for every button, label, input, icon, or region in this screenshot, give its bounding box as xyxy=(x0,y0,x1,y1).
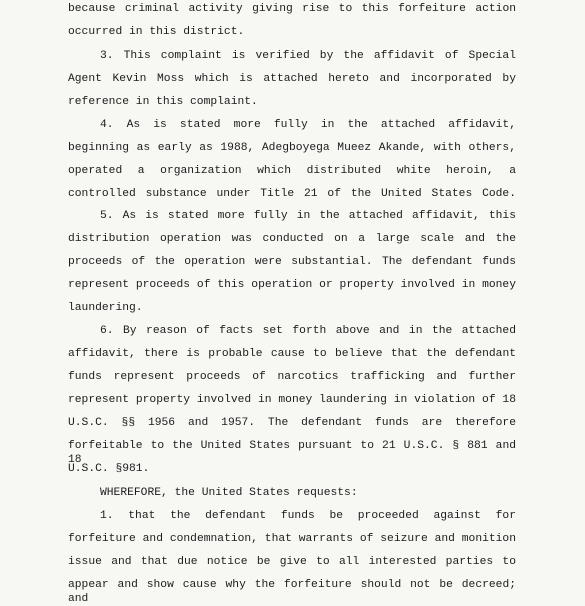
text-line: forfeiture and condemnation, that warrants of seizure and monition xyxy=(68,533,516,545)
text-line: beginning as early as 1988, Adegboyega Mueez Akande, with others, xyxy=(68,142,516,154)
text-line: Agent Kevin Moss which is attached hereto and incorporated by xyxy=(68,73,516,85)
text-line: 3. This complaint is verified by the affidavit of Special xyxy=(100,50,516,62)
text-line: reference in this complaint. xyxy=(68,96,258,108)
text-line: U.S.C. §981. xyxy=(68,463,150,475)
text-line: forfeitable to the United States pursuant to 21 U.S.C. § 881 and 18 xyxy=(68,440,516,466)
text-line: controlled substance under Title 21 of the United States Code. xyxy=(68,188,516,200)
text-line: 1. that the defendant funds be proceeded against for xyxy=(100,510,516,522)
text-line: WHEREFORE, the United States requests: xyxy=(100,487,358,499)
text-line: funds represent proceeds of narcotics trafficking and further xyxy=(68,371,516,383)
text-line: represent property involved in money laundering in violation of 18 xyxy=(68,394,516,406)
text-line: affidavit, there is probable cause to believe that the defendant xyxy=(68,348,516,360)
text-line: because criminal activity giving rise to this forfeiture action xyxy=(68,3,516,15)
text-line: represent proceeds of this operation or property involved in money xyxy=(68,279,516,291)
text-line: issue and that due notice be give to all interested parties to xyxy=(68,556,516,568)
text-line: appear and show cause why the forfeiture should not be decreed; and xyxy=(68,579,516,605)
text-line: operated a organization which distributed white heroin, a xyxy=(68,165,516,177)
text-line: U.S.C. §§ 1956 and 1957. The defendant funds are therefore xyxy=(68,417,516,429)
text-line: distribution operation was conducted on a large scale and the xyxy=(68,233,516,245)
text-line: occurred in this district. xyxy=(68,26,245,38)
text-line: 6. By reason of facts set forth above and in the attached xyxy=(100,325,516,337)
text-line: 5. As is stated more fully in the attached affidavit, this xyxy=(100,210,516,222)
text-line: laundering. xyxy=(68,302,143,314)
text-line: proceeds of the operation were substantial. The defendant funds xyxy=(68,256,516,268)
text-line: 4. As is stated more fully in the attached affidavit, xyxy=(100,119,516,131)
